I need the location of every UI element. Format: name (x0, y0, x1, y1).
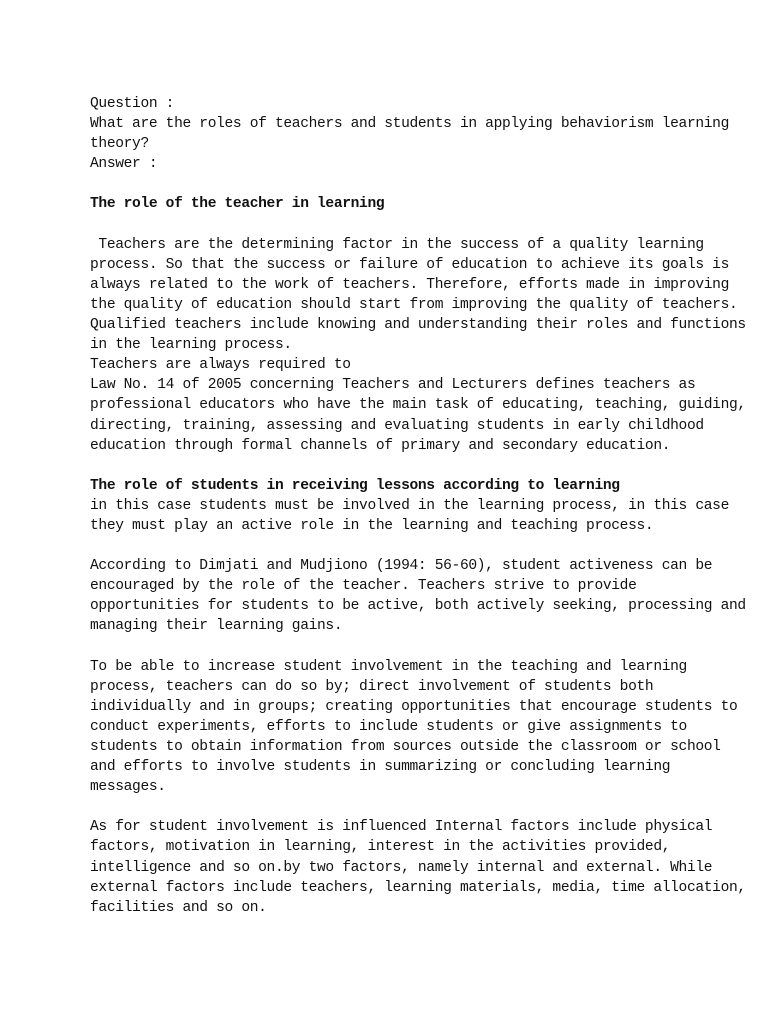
section-heading-student-role: The role of students in receiving lessons according to learning (90, 477, 620, 494)
paragraph-line: Teachers are always required to (90, 357, 351, 374)
paragraph-line: According to Dimjati and Mudjiono (1994: 56-60), student activeness can be (90, 558, 713, 575)
blank-line (90, 797, 690, 817)
paragraph-line: process. So that the success or failure of education to achieve its goals is (90, 256, 729, 273)
paragraph-line: professional educators who have the main task of educating, teaching, guiding, (90, 397, 746, 414)
blank-line (90, 536, 690, 556)
paragraph-line: the quality of education should start from improving the quality of teachers. (90, 296, 738, 313)
paragraph-line: they must play an active role in the learning and teaching process. (90, 517, 654, 534)
blank-line (90, 174, 690, 194)
paragraph-line: directing, training, assessing and evaluating students in early childhood (90, 417, 704, 434)
section-heading-teacher-role: The role of the teacher in learning (90, 196, 385, 213)
paragraph-line: in this case students must be involved in the learning process, in this case (90, 497, 729, 514)
paragraph-line: process, teachers can do so by; direct involvement of students both (90, 678, 654, 695)
paragraph-line: individually and in groups; creating opportunities that encourage students to (90, 698, 738, 715)
paragraph-line: facilities and so on. (90, 899, 267, 916)
teacher-role-paragraph (90, 235, 746, 456)
paragraph-line: messages. (90, 779, 166, 796)
question-text-line: What are the roles of teachers and students in applying behaviorism learning (90, 116, 729, 133)
question-label: Question : (90, 96, 175, 112)
paragraph-line: in the learning process. (90, 337, 292, 354)
paragraph-line: education through formal channels of primary and secondary education. (90, 437, 671, 454)
blank-line (90, 637, 690, 657)
document-body (90, 94, 746, 918)
blank-line (90, 456, 690, 476)
paragraph-line: encouraged by the role of the teacher. Teachers strive to provide (90, 578, 637, 595)
activeness-paragraph (90, 556, 746, 636)
paragraph-line: and efforts to involve students in summarizing or concluding learning (90, 759, 671, 776)
paragraph-line: Qualified teachers include knowing and understanding their roles and functions (90, 317, 746, 334)
paragraph-line: external factors include teachers, learning materials, media, time allocation, (90, 879, 746, 896)
paragraph-line: Law No. 14 of 2005 concerning Teachers and Lecturers defines teachers as (90, 377, 696, 394)
paragraph-line: always related to the work of teachers. Therefore, efforts made in improving (90, 276, 729, 293)
student-role-paragraph (90, 496, 729, 536)
paragraph-line: As for student involvement is influenced Internal factors include physical (90, 819, 713, 836)
blank-line (90, 215, 690, 235)
question-text-line: theory? (90, 136, 149, 153)
answer-label: Answer : (90, 156, 158, 173)
paragraph-line: Teachers are the determining factor in the success of a quality learning (90, 236, 704, 253)
paragraph-line: To be able to increase student involvement in the teaching and learning (90, 658, 687, 675)
paragraph-line: intelligence and so on.by two factors, namely internal and external. While (90, 859, 713, 876)
paragraph-line: conduct experiments, efforts to include students or give assignments to (90, 718, 687, 735)
involvement-paragraph (90, 657, 738, 798)
paragraph-line: opportunities for students to be active, both actively seeking, processing and (90, 598, 746, 615)
factors-paragraph (90, 817, 746, 917)
paragraph-line: students to obtain information from sources outside the classroom or school (90, 739, 721, 755)
paragraph-line: managing their learning gains. (90, 618, 343, 635)
paragraph-line: factors, motivation in learning, interest in the activities provided, (90, 839, 671, 856)
